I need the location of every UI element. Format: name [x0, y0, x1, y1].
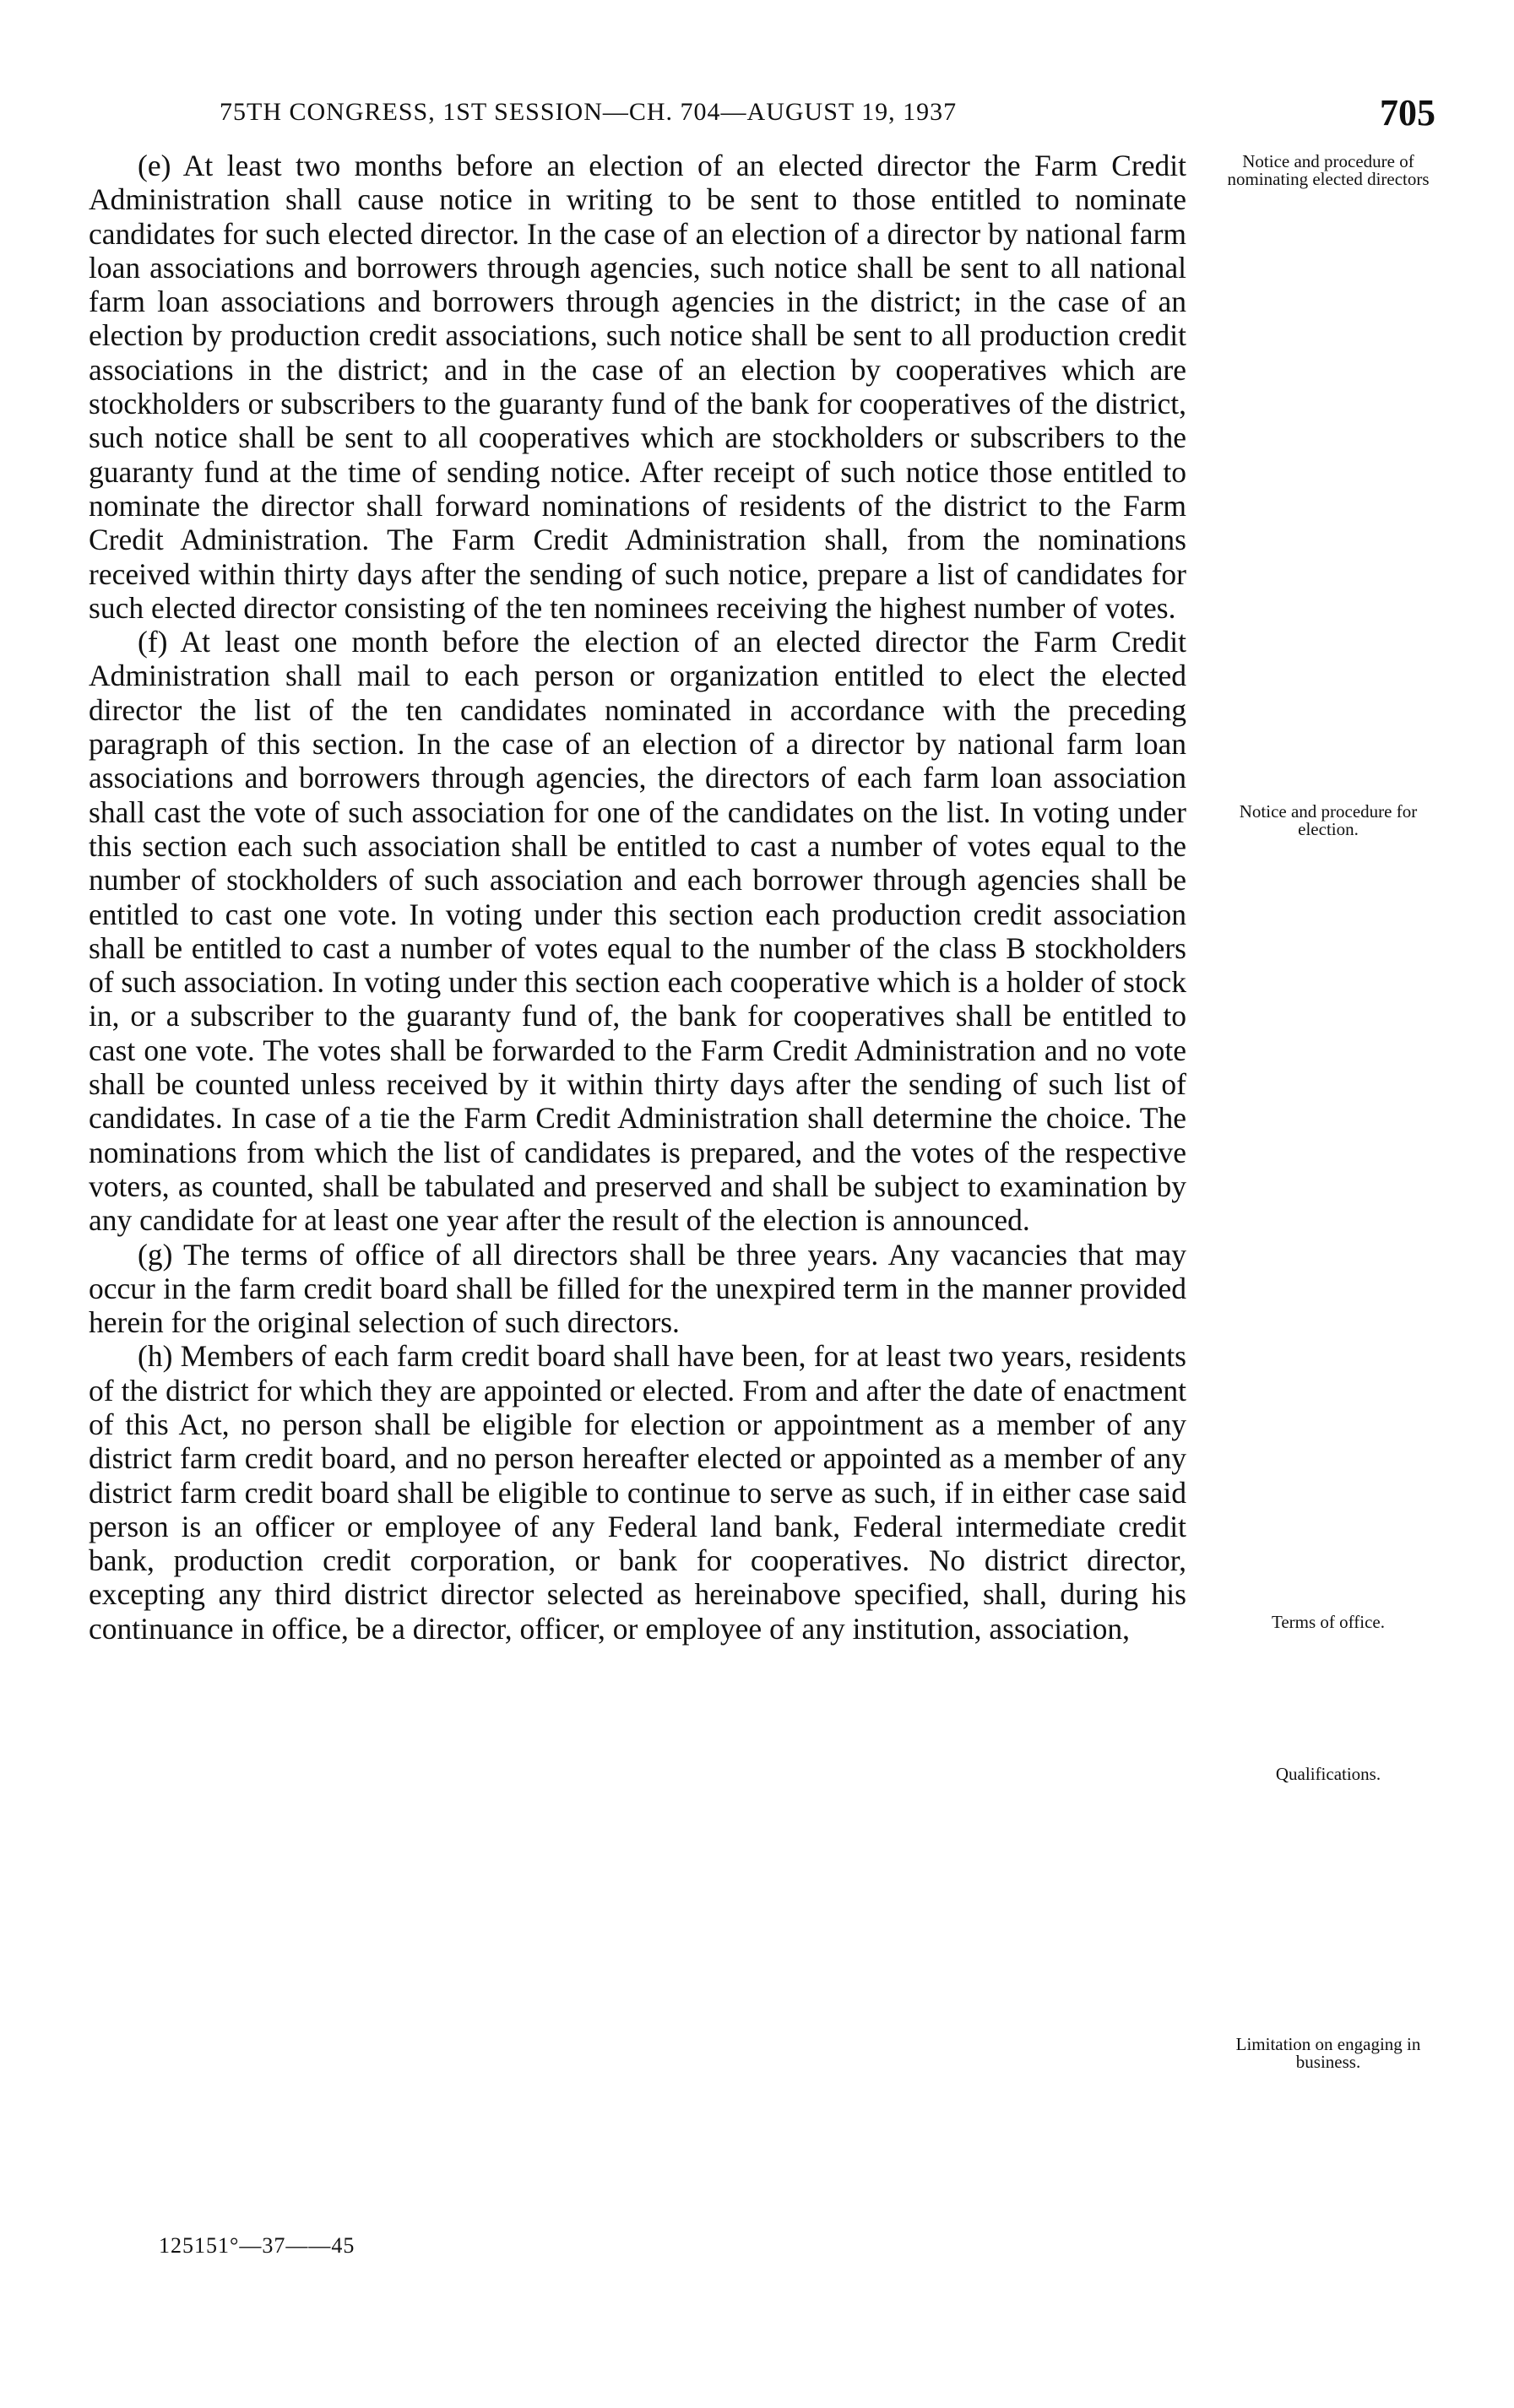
margin-note-qualifications: Qualifications. — [1275, 1764, 1381, 1784]
margin-note-election: Notice and procedure for election. — [1239, 801, 1418, 839]
paragraph-g: (g) The terms of office of all directors shall be three years. Any vacancies that may occur in the farm credit board shall be filled for the unexpired term in the manner provided herein for the original selection of such directors. — [89, 1237, 1186, 1340]
margin-note-terms: Terms of office. — [1271, 1612, 1385, 1632]
paragraph-h: (h) Members of each farm credit board shall have been, for at least two years, residents of the district for which they are appointed or elected. From and after the date of enactment of this Act, no person shall be eligible for election or appointment as a member of any district farm credit board, and no person hereafter elected or appointed as a member of any district farm credit board shall be eligible to continue to serve as such, if in either case said person is an officer or employee of any Federal land bank, Federal intermediate credit bank, production credit corporation, or bank for cooperatives. No district director, excepting any third district director selected as hereinabove specified, shall, during his continuance in office, be a director, officer, or employee of any institution, association, — [89, 1339, 1186, 1646]
margin-note-nominating: Notice and procedure of nominating elected directors — [1227, 151, 1430, 189]
paragraph-e: (e) At least two months before an election of an elected director the Farm Credit Administration shall cause notice in writing to be sent to those entitled to nominate candidates for such elected director. In the case of an election of a director by national farm loan associations and borrowers through agencies, such notice shall be sent to all national farm loan associations and borrowers through agencies in the district; in the case of an election by production credit associations, such notice shall be sent to all production credit associations in the district; and in the case of an election by cooperatives which are stockholders or subscribers to the guaranty fund of the bank for cooperatives of the district, such notice shall be sent to all cooperatives which are stockholders or subscribers to the guaranty fund at the time of sending notice. After receipt of such notice those entitled to nominate the director shall forward nominations of residents of the district to the Farm Credit Administration. The Farm Credit Administration shall, from the nominations received within thirty days after the sending of such notice, prepare a list of candidates for such elected director consisting of the ten nominees receiving the highest number of votes. — [89, 149, 1186, 625]
statute-body — [89, 149, 1186, 1646]
running-head: 75TH CONGRESS, 1ST SESSION—CH. 704—AUGUST 19, 1937 — [220, 98, 958, 126]
print-code: 125151°—37——45 — [159, 2233, 355, 2258]
page-header — [160, 91, 1435, 142]
margin-note-limitation: Limitation on engaging in business. — [1235, 2034, 1421, 2072]
paragraph-f: (f) At least one month before the election of an elected director the Farm Credit Administration shall mail to each person or organization entitled to elect the elected director the list of the ten candidates nominated in accordance with the preceding paragraph of this section. In the case of an election of a director by national farm loan associations and borrowers through agencies, the directors of each farm loan association shall cast the vote of such association for one of the candidates on the list. In voting under this section each such association shall be entitled to cast a number of votes equal to the number of stockholders of such association and each borrower through agencies shall be entitled to cast one vote. In voting under this section each production credit association shall be entitled to cast a number of votes equal to the number of the class B stockholders of such association. In voting under this section each cooperative which is a holder of stock in, or a subscriber to the guaranty fund of, the bank for cooperatives shall be entitled to cast one vote. The votes shall be forwarded to the Farm Credit Administration and no vote shall be counted unless received by it within thirty days after the sending of such list of candidates. In case of a tie the Farm Credit Administration shall determine the choice. The nominations from which the list of candidates is prepared, and the votes of the respective voters, as counted, shall be tabulated and preserved and shall be subject to examination by any candidate for at least one year after the result of the election is announced. — [89, 625, 1186, 1238]
page-number: 705 — [1380, 92, 1435, 133]
